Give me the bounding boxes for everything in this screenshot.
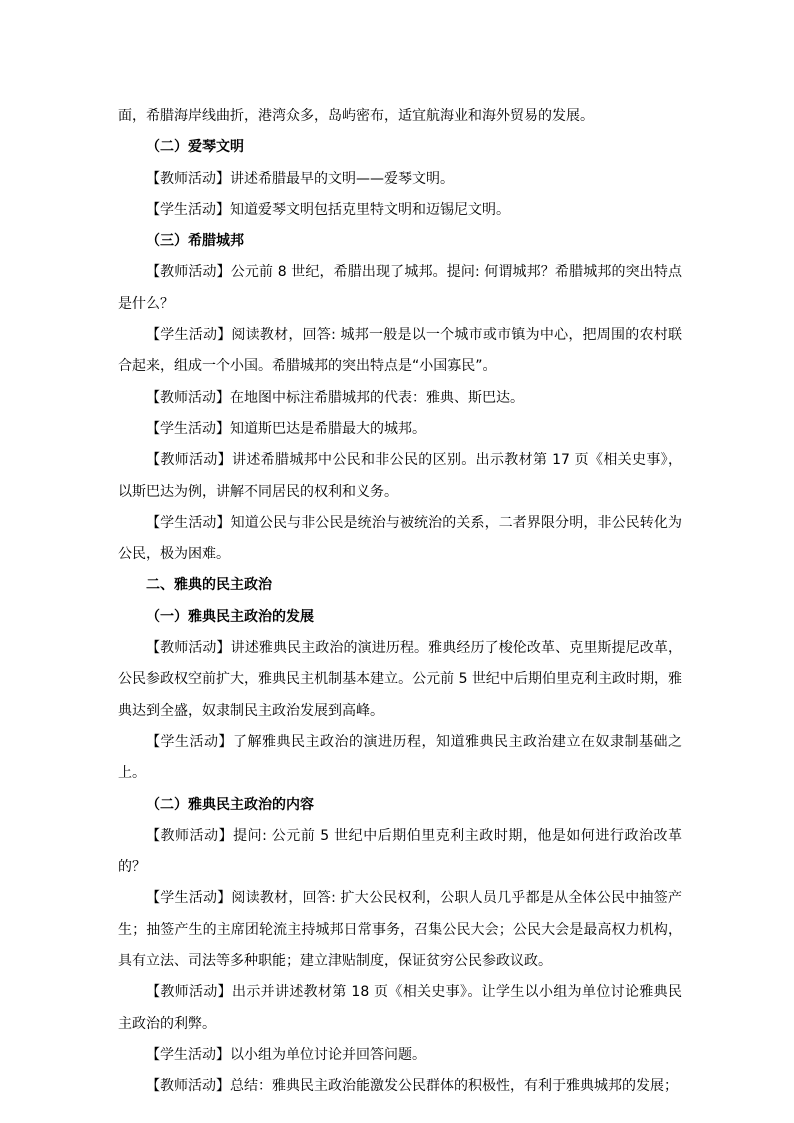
paragraph-teacher-activity: 【教师活动】提问: 公元前 5 世纪中后期伯里克利主政时期，他是如何进行政治改革的？ [118, 827, 682, 876]
paragraph-student-activity: 【学生活动】阅读教材，回答: 扩大公民权利，公职人员几乎都是从全体公民中抽签产生；抽签产生的主席团轮流主持城邦日常事务，召集公民大会；公民大会是最高权力机构，具有立法、司法等多种职能；建立津贴制度，保证贫穷公民参政议政。 [118, 890, 682, 970]
paragraph-teacher-activity: 【教师活动】公元前 8 世纪，希腊出现了城邦。提问: 何谓城邦？希腊城邦的突出特点是什么？ [118, 264, 682, 312]
paragraph-teacher-activity: 【教师活动】讲述雅典民主政治的演进历程。雅典经历了梭伦改革、克里斯提尼改革，公民参政权空前扩大，雅典民主机制基本建立。公元前 5 世纪中后期伯里克利主政时期，雅典达到全盛，奴隶制民主政治发展到高峰。 [118, 640, 682, 719]
paragraph-student-activity: 【学生活动】知道公民与非公民是统治与被统治的关系，二者界限分明，非公民转化为公民，极为困难。 [118, 514, 682, 563]
paragraph-teacher-activity: 【教师活动】出示并讲述教材第 18 页《相关史事》。让学生以小组为单位讨论雅典民主政治的利弊。 [118, 984, 682, 1032]
paragraph-teacher-activity: 【教师活动】在地图中标注希腊城邦的代表：雅典、斯巴达。 [146, 389, 524, 406]
paragraph-teacher-activity: 【教师活动】讲述希腊城邦中公民和非公民的区别。出示教材第 17 页《相关史事》，以斯巴达为例，讲解不同居民的权利和义务。 [118, 452, 682, 500]
heading-democracy-development: （一）雅典民主政治的发展 [146, 608, 314, 625]
paragraph-student-activity: 【学生活动】阅读教材，回答: 城邦一般是以一个城市或市镇为中心，把周围的农村联合起来，组成一个小国。希腊城邦的突出特点是“小国寡民”。 [118, 327, 682, 375]
paragraph-geography-continued: 面，希腊海岸线曲折，港湾众多，岛屿密布，适宜航海业和海外贸易的发展。 [118, 108, 594, 124]
paragraph-student-activity: 【学生活动】知道爱琴文明包括克里特文明和迈锡尼文明。 [146, 201, 510, 218]
heading-aegean-civilization: （二）爱琴文明 [146, 139, 244, 156]
paragraph-student-activity: 【学生活动】以小组为单位讨论并回答问题。 [146, 1046, 426, 1063]
heading-athenian-democracy: 二、雅典的民主政治 [146, 577, 272, 594]
paragraph-teacher-activity: 【教师活动】讲述希腊最早的文明——爱琴文明。 [146, 170, 454, 187]
paragraph-teacher-activity: 【教师活动】总结：雅典民主政治能激发公民群体的积极性，有利于雅典城邦的发展； [146, 1078, 678, 1095]
document-body [118, 101, 682, 1103]
paragraph-student-activity: 【学生活动】了解雅典民主政治的演进历程，知道雅典民主政治建立在奴隶制基础之上。 [118, 733, 682, 782]
heading-democracy-content: （二）雅典民主政治的内容 [146, 796, 314, 813]
heading-greek-city-states: （三）希腊城邦 [146, 233, 244, 250]
paragraph-student-activity: 【学生活动】知道斯巴达是希腊最大的城邦。 [146, 420, 426, 437]
